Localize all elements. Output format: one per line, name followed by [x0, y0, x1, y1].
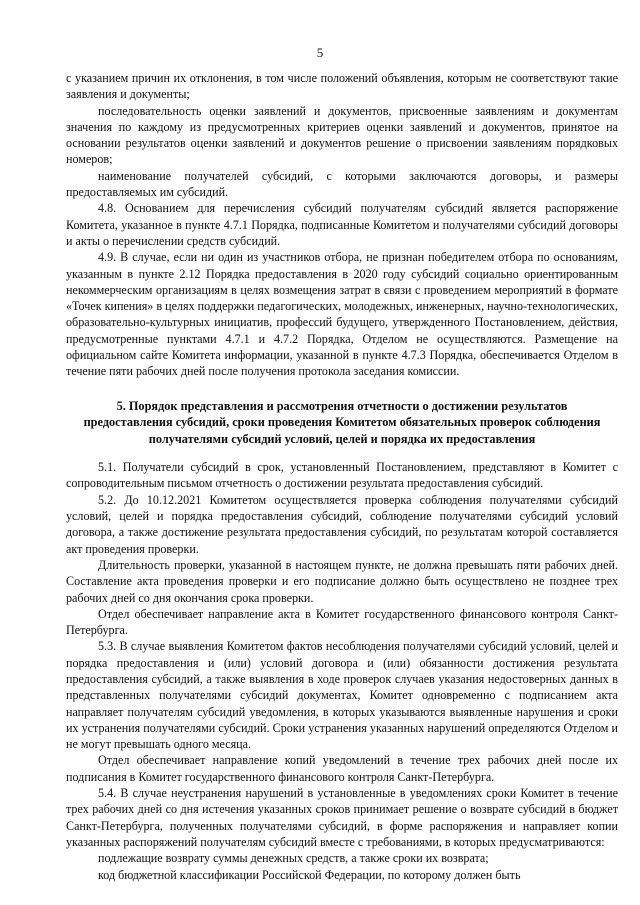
- paragraph-5-3: 5.3. В случае выявления Комитетом фактов несоблюдения получателями субсидий условий, целей и порядка предоставления и (или) условий договора и (или) обязанности достижения результата предоставления субсидий, а также выявления в ходе проверок случаев указания недостоверных данных в представленных получателями субсидий документах, Комитет одновременно с подписанием акта направляет получателям субсидий уведомления, в которых указываются выявленные нарушения и сроки их устранения получателями субсидий. Сроки устранения указанных нарушений определяются Отделом и не могут превышать одного месяца.: [66, 639, 618, 752]
- page-number: 5: [316, 45, 324, 60]
- paragraph: код бюджетной классификации Российской Федерации, по которому должен быть: [98, 867, 521, 882]
- paragraph: подлежащие возврату суммы денежных средств, а также сроки их возврата;: [98, 851, 489, 866]
- paragraph-5-1: 5.1. Получатели субсидий в срок, установленный Постановлением, представляют в Комитет с сопроводительным письмом отчетность о достижении результата предоставления субсидий.: [66, 460, 618, 491]
- section-5-title: [66, 398, 618, 448]
- paragraph: Длительность проверки, указанной в настоящем пункте, не должна превышать пяти рабочих дней. Составление акта проведения проверки и его подписание должно быть осуществлено не позднее трех рабочих дней со дня окончания срока проверки.: [66, 557, 618, 605]
- paragraph-4-8: 4.8. Основанием для перечисления субсидий получателям субсидий является распоряжение Комитета, указанное в пункте 4.7.1 Порядка, подписанные Комитетом и получателями субсидий договоры и акты о перечислении средств субсидий.: [66, 201, 618, 248]
- paragraph: с указанием причин их отклонения, в том числе положений объявления, которым не соответствуют такие заявления и документы;: [66, 71, 618, 102]
- paragraph-5-2: 5.2. До 10.12.2021 Комитетом осуществляется проверка соблюдения получателями субсидий условий, целей и порядка предоставления субсидий, соблюдение получателями субсидий условий договора, а также достижение результата предоставления субсидий, по результатам которой составляется акт проведения проверки.: [66, 492, 618, 556]
- paragraph-5-4: 5.4. В случае неустранения нарушений в установленные в уведомлениях сроки Комитет в течение трех рабочих дней со дня истечения указанных сроков принимает решение о возврате субсидий в бюджет Санкт-Петербурга, полученных получателями субсидий, в форме распоряжения и направляет копии указанных распоряжений получателям субсидий вместе с требованиями, в которых предусматриваются:: [66, 786, 618, 849]
- section-title-line: 5. Порядок представления и рассмотрения отчетности о достижении результатов: [116, 398, 568, 413]
- paragraph: Отдел обеспечивает направление акта в Комитет государственного финансового контроля Санкт-Петербурга.: [66, 606, 618, 638]
- paragraph: последовательность оценки заявлений и документов, присвоенные заявлениям и документам значения по каждому из предусмотренных критериев оценки заявлений и документов, принятое на основании результатов оценки заявлений и документов решение о присвоении заявлениям порядковых номеров;: [66, 103, 618, 167]
- paragraph: наименование получателей субсидий, с которыми заключаются договоры, и размеры предоставляемых им субсидий.: [66, 168, 618, 200]
- paragraph-4-9: 4.9. В случае, если ни один из участников отбора, не признан победителем отбора по основаниям, указанным в пункте 2.12 Порядка предоставления в 2020 году субсидий социально ориентированным некоммерческим организациям в целях возмещения затрат в связи с проведением мероприятий в формате «Точек кипения» в целях поддержки педагогических, молодежных, инженерных, научно-технологических, образовательно-культурных инициатив, профессий будущего, утвержденного Постановлением, действия, предусмотренные пунктами 4.7.1 и 4.7.2 Порядка, Отделом не осуществляются. Размещение на официальном сайте Комитета информации, указанной в пункте 4.7.3 Порядка, обеспечивается Отделом в течение пяти рабочих дней после получения протокола заседания комиссии.: [66, 250, 618, 379]
- section-title-line: получателями субсидий условий, целей и порядка их предоставления: [148, 431, 536, 446]
- text-block-top: [66, 70, 618, 883]
- section-title-line: предоставления субсидий, сроки проведения Комитетом обязательных проверок соблюдения: [83, 415, 601, 430]
- paragraph: Отдел обеспечивает направление копий уведомлений в течение трех рабочих дней после их подписания в Комитет государственного финансового контроля Санкт-Петербурга.: [66, 753, 618, 784]
